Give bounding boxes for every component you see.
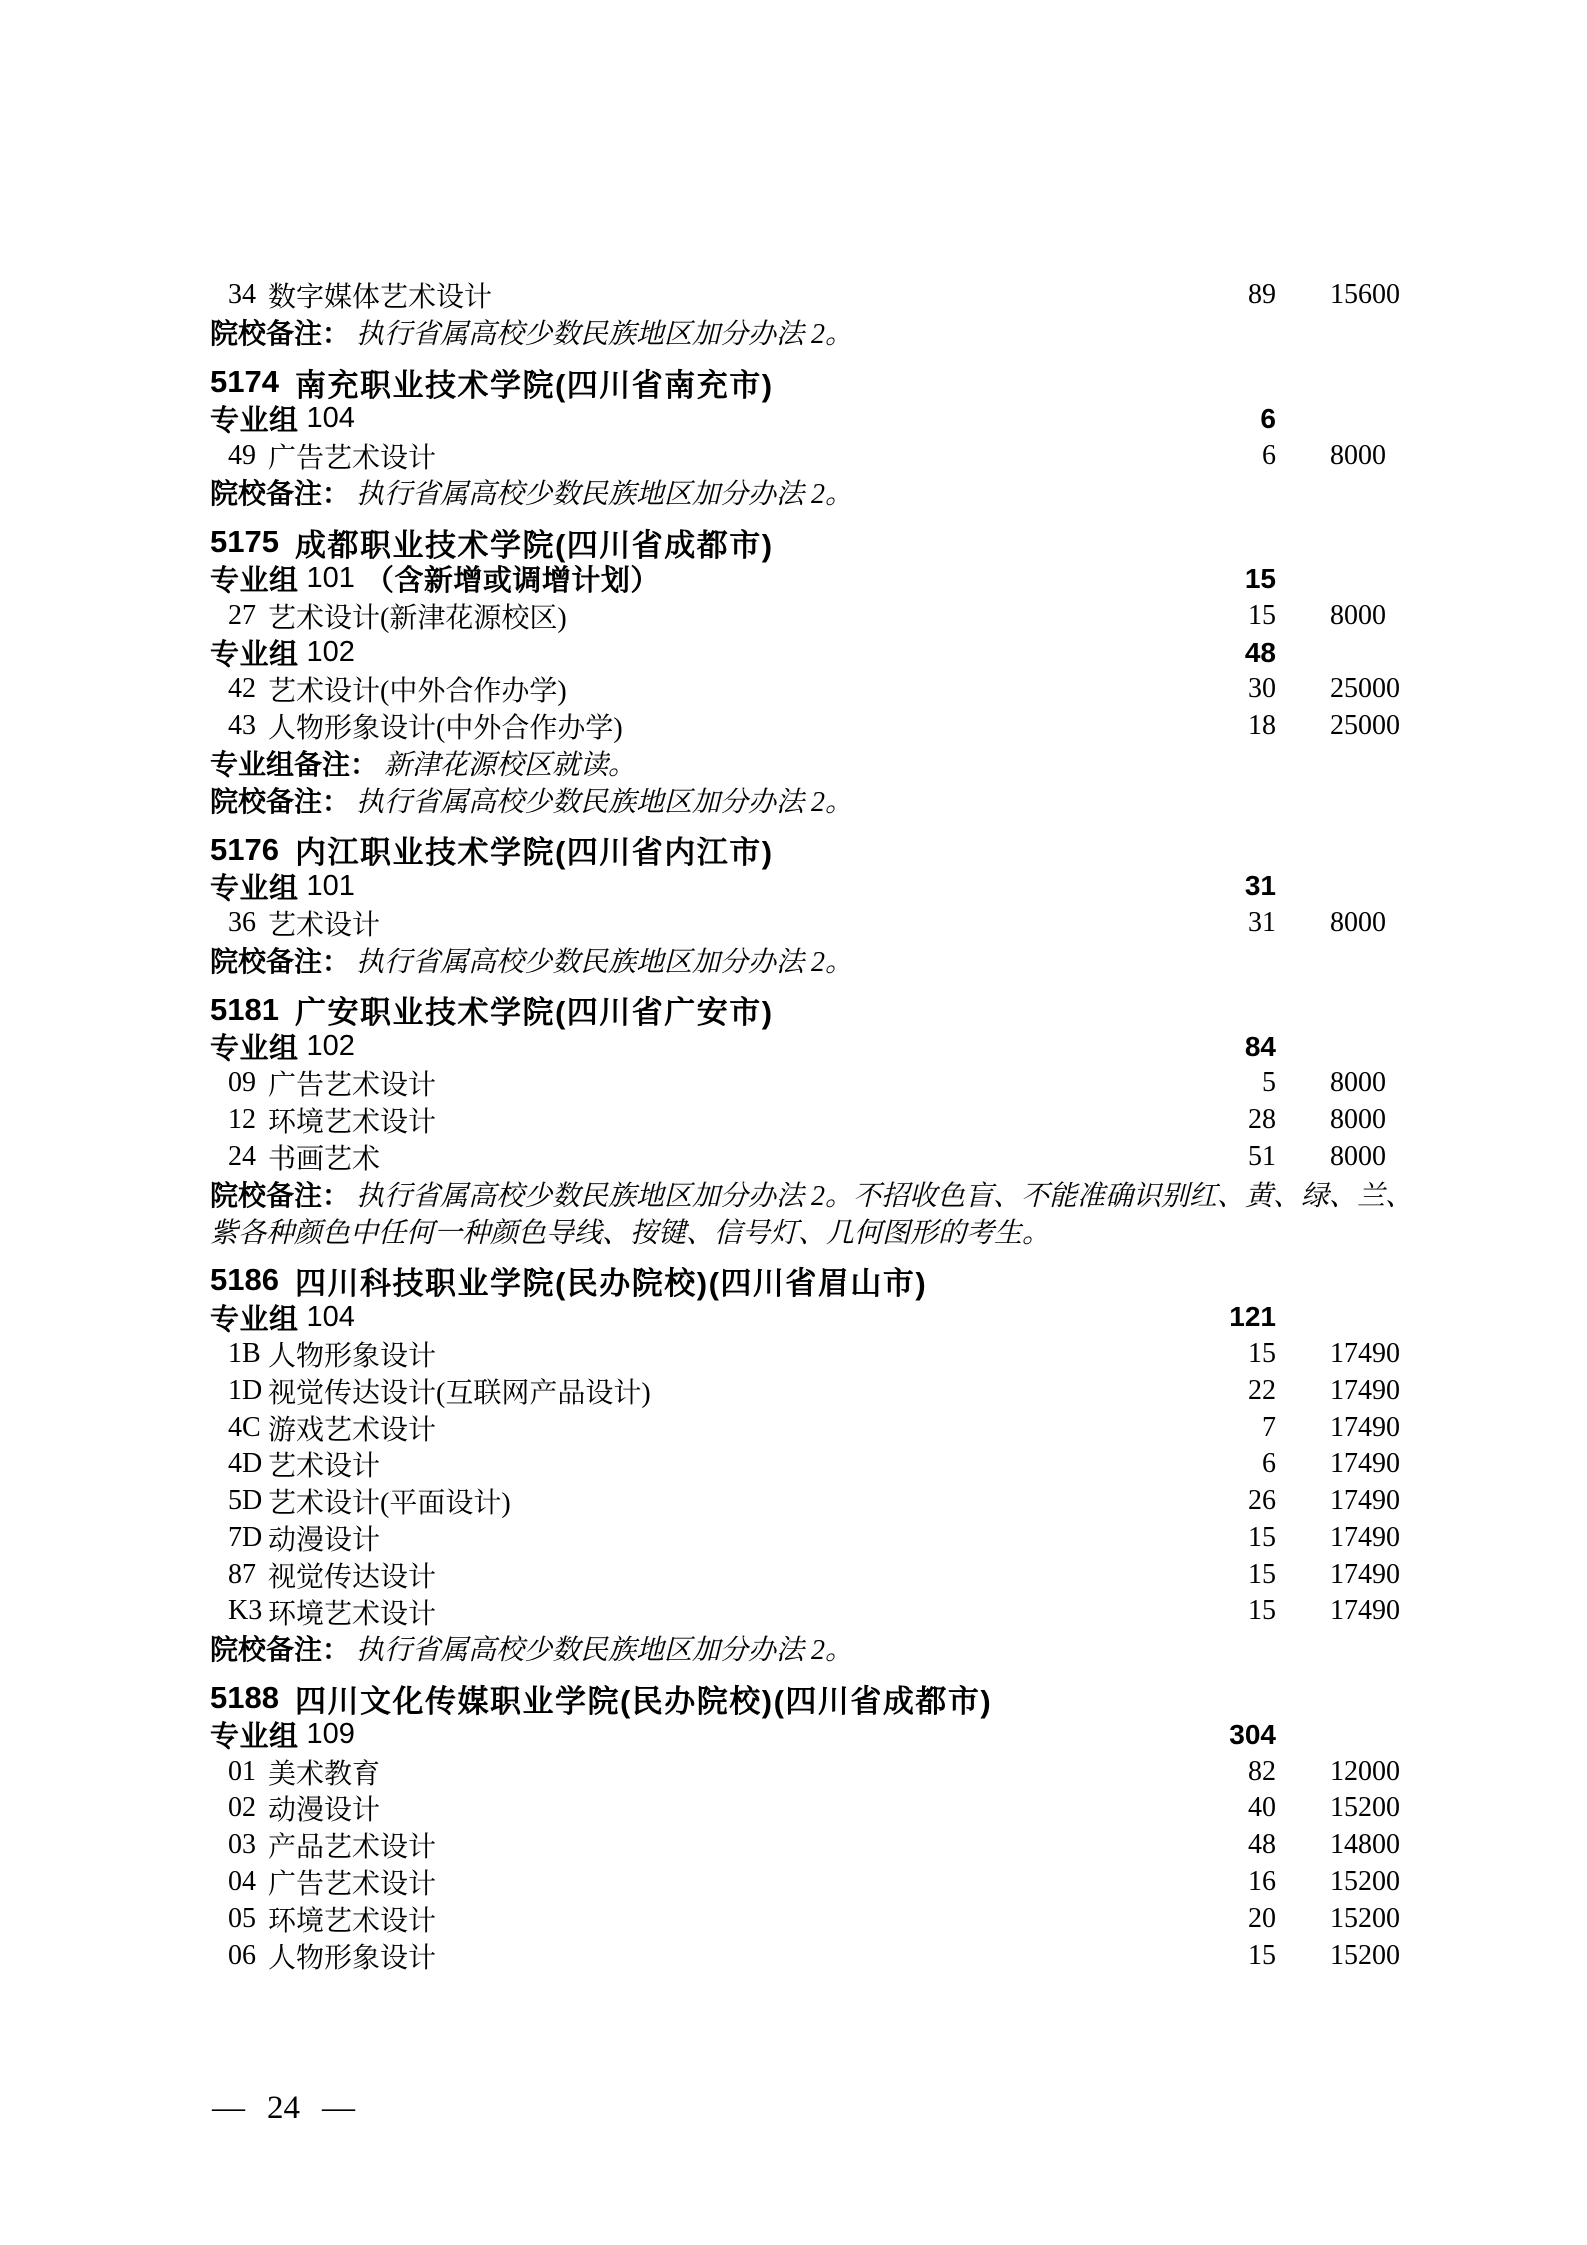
enroll-count: 6: [1262, 1448, 1276, 1480]
footer-dash-right: —: [322, 2089, 355, 2126]
enroll-count: 26: [1248, 1485, 1276, 1517]
group-label: 专业组: [210, 872, 299, 905]
tuition-fee: 15200: [1330, 1866, 1400, 1898]
tuition-fee: 8000: [1330, 907, 1386, 939]
tuition-fee: 8000: [1330, 1140, 1386, 1172]
major-code: 03: [228, 1829, 256, 1861]
school-name: 南充职业技术学院(四川省南充市): [294, 367, 774, 403]
school-remark-line1: [0, 1175, 1587, 1212]
course-row: [0, 1372, 1587, 1409]
enroll-count: 28: [1248, 1104, 1276, 1136]
group-heading: [0, 561, 1587, 598]
major-name: 书画艺术: [268, 1143, 381, 1175]
course-row: [0, 1753, 1587, 1790]
group-total: 84: [1244, 1030, 1276, 1062]
major-code: 12: [228, 1104, 256, 1136]
course-row: [0, 1593, 1587, 1630]
major-name: 视觉传达设计(互联网产品设计): [268, 1377, 651, 1409]
course-row: [0, 1483, 1587, 1520]
school-remark-line2: [0, 1212, 1587, 1249]
tuition-fee: 8000: [1330, 1067, 1386, 1099]
course-row: [0, 597, 1587, 634]
group-label: 专业组: [210, 1033, 299, 1066]
tuition-fee: 15200: [1330, 1792, 1400, 1824]
course-row: [0, 708, 1587, 745]
tuition-fee: 15200: [1330, 1902, 1400, 1934]
school-code: 5175: [210, 524, 279, 560]
tuition-fee: 17490: [1330, 1595, 1400, 1627]
course-row: [0, 671, 1587, 708]
major-code: 34: [228, 279, 256, 311]
enroll-count: 20: [1248, 1902, 1276, 1934]
enroll-count: 82: [1248, 1755, 1276, 1787]
footer-dash-left: —: [212, 2089, 245, 2126]
course-row: [0, 437, 1587, 474]
course-row: [0, 1446, 1587, 1483]
major-code: 36: [228, 907, 256, 939]
school-heading: [0, 1262, 1587, 1299]
major-name: 视觉传达设计: [268, 1561, 437, 1593]
major-code: 27: [228, 599, 256, 631]
enroll-count: 15: [1248, 1558, 1276, 1590]
course-row: [0, 1900, 1587, 1937]
remark-label: 院校备注：: [210, 1634, 351, 1666]
course-row: [0, 1065, 1587, 1102]
enroll-count: 51: [1248, 1140, 1276, 1172]
major-code: 06: [228, 1939, 256, 1971]
remark-label: 院校备注：: [210, 478, 351, 510]
group-number: 109: [306, 1718, 355, 1751]
course-row: [0, 1409, 1587, 1446]
tuition-fee: 17490: [1330, 1374, 1400, 1406]
group-heading: [0, 1716, 1587, 1753]
course-row: [0, 277, 1587, 314]
major-name: 艺术设计(新津花源校区): [268, 602, 567, 634]
school-remark: [0, 942, 1587, 979]
group-total: 304: [1229, 1718, 1276, 1750]
school-heading: [0, 991, 1587, 1031]
group-number: 102: [306, 1030, 355, 1063]
remark-text: 新津花源校区就读。: [384, 749, 637, 781]
tuition-fee: 17490: [1330, 1448, 1400, 1480]
group-heading: [0, 1299, 1587, 1336]
major-code: 4D: [228, 1448, 263, 1480]
major-name: 艺术设计: [268, 1451, 381, 1483]
major-code: 02: [228, 1792, 256, 1824]
tuition-fee: 8000: [1330, 599, 1386, 631]
major-name: 环境艺术设计: [268, 1598, 437, 1630]
major-name: 环境艺术设计: [268, 1107, 437, 1139]
enroll-count: 15: [1248, 1939, 1276, 1971]
group-label: 专业组: [210, 1721, 299, 1754]
course-row: [0, 1864, 1587, 1901]
major-code: 4C: [228, 1411, 261, 1443]
school-name: 四川科技职业学院(民办院校)(四川省眉山市): [294, 1265, 928, 1301]
tuition-fee: 17490: [1330, 1485, 1400, 1517]
major-name: 数字媒体艺术设计: [268, 282, 493, 314]
major-name: 产品艺术设计: [268, 1832, 437, 1864]
group-total: 48: [1244, 636, 1276, 668]
remark-text: 执行省属高校少数民族地区加分办法 2。不招收色盲、不能准确识别红、黄、绿、兰、: [356, 1180, 1414, 1212]
major-name: 广告艺术设计: [268, 1869, 437, 1901]
remark-label: 院校备注：: [210, 785, 351, 817]
school-heading: [0, 364, 1587, 401]
tuition-fee: 8000: [1330, 439, 1386, 471]
group-total: 121: [1229, 1301, 1276, 1333]
enroll-count: 89: [1248, 279, 1276, 311]
group-number: 101: [306, 869, 355, 902]
remark-label: 院校备注：: [210, 1179, 351, 1211]
enroll-count: 6: [1262, 439, 1276, 471]
tuition-fee: 25000: [1330, 673, 1400, 705]
remark-text: 紫各种颜色中任何一种颜色导线、按键、信号灯、几何图形的考生。: [210, 1217, 1051, 1249]
group-total: 6: [1260, 402, 1276, 434]
enroll-count: 15: [1248, 599, 1276, 631]
page-content: [0, 277, 1587, 1974]
school-name: 四川文化传媒职业学院(民办院校)(四川省成都市): [294, 1683, 993, 1719]
school-remark: [0, 474, 1587, 511]
remark-text: 执行省属高校少数民族地区加分办法 2。: [356, 479, 854, 511]
course-row: [0, 1937, 1587, 1974]
school-code: 5188: [210, 1680, 279, 1716]
course-row: [0, 1827, 1587, 1864]
school-name: 成都职业技术学院(四川省成都市): [294, 527, 774, 563]
enroll-count: 15: [1248, 1595, 1276, 1627]
major-code: 09: [228, 1067, 256, 1099]
major-name: 动漫设计: [268, 1524, 381, 1556]
tuition-fee: 17490: [1330, 1337, 1400, 1369]
group-total: 15: [1244, 562, 1276, 594]
tuition-fee: 17490: [1330, 1558, 1400, 1590]
group-label: 专业组: [210, 1303, 299, 1336]
enroll-count: 15: [1248, 1521, 1276, 1553]
group-note: （含新增或调增计划）: [364, 565, 660, 598]
course-row: [0, 1336, 1587, 1373]
tuition-fee: 15200: [1330, 1939, 1400, 1971]
course-row: [0, 1139, 1587, 1176]
enroll-count: 31: [1248, 907, 1276, 939]
tuition-fee: 17490: [1330, 1521, 1400, 1553]
course-row: [0, 1790, 1587, 1827]
enroll-count: 18: [1248, 710, 1276, 742]
school-heading: [0, 1680, 1587, 1717]
group-heading: [0, 634, 1587, 671]
major-code: 43: [228, 710, 256, 742]
school-heading: [0, 524, 1587, 561]
major-name: 动漫设计: [268, 1795, 381, 1827]
group-label: 专业组: [210, 565, 299, 598]
enroll-count: 15: [1248, 1337, 1276, 1369]
group-total: 31: [1244, 870, 1276, 902]
major-name: 艺术设计(中外合作办学): [268, 676, 567, 708]
page-number: 24: [267, 2089, 300, 2126]
remark-label: 院校备注：: [210, 945, 351, 977]
major-code: 04: [228, 1866, 256, 1898]
school-remark: [0, 314, 1587, 351]
enroll-count: 16: [1248, 1866, 1276, 1898]
school-remark: [0, 1630, 1587, 1667]
major-name: 艺术设计(平面设计): [268, 1488, 511, 1520]
major-code: 42: [228, 673, 256, 705]
remark-label: 专业组备注：: [210, 748, 379, 780]
group-number: 101: [306, 562, 355, 595]
group-number: 102: [306, 636, 355, 669]
enroll-count: 22: [1248, 1374, 1276, 1406]
school-code: 5181: [210, 991, 279, 1027]
group-number: 104: [306, 402, 355, 435]
major-code: K3: [228, 1595, 263, 1627]
school-code: 5176: [210, 831, 279, 867]
major-name: 人物形象设计: [268, 1340, 437, 1372]
school-name: 广安职业技术学院(四川省广安市): [294, 995, 774, 1031]
enroll-count: 48: [1248, 1829, 1276, 1861]
group-label: 专业组: [210, 405, 299, 438]
school-heading: [0, 831, 1587, 871]
major-code: 7D: [228, 1521, 263, 1553]
course-row: [0, 905, 1587, 942]
remark-text: 执行省属高校少数民族地区加分办法 2。: [356, 319, 854, 351]
school-code: 5186: [210, 1262, 279, 1298]
group-heading: [0, 868, 1587, 905]
group-remark: [0, 745, 1587, 782]
course-row: [0, 1102, 1587, 1139]
school-name: 内江职业技术学院(四川省内江市): [294, 835, 774, 871]
major-code: 24: [228, 1140, 256, 1172]
remark-text: 执行省属高校少数民族地区加分办法 2。: [356, 946, 854, 978]
tuition-fee: 14800: [1330, 1829, 1400, 1861]
enroll-count: 30: [1248, 673, 1276, 705]
group-heading: [0, 400, 1587, 437]
major-name: 广告艺术设计: [268, 1070, 437, 1102]
major-name: 广告艺术设计: [268, 442, 437, 474]
major-code: 05: [228, 1902, 256, 1934]
tuition-fee: 8000: [1330, 1104, 1386, 1136]
tuition-fee: 25000: [1330, 710, 1400, 742]
enroll-count: 40: [1248, 1792, 1276, 1824]
major-name: 游戏艺术设计: [268, 1414, 437, 1446]
major-name: 人物形象设计(中外合作办学): [268, 713, 623, 745]
major-code: 01: [228, 1755, 256, 1787]
course-row: [0, 1556, 1587, 1593]
course-row: [0, 1520, 1587, 1557]
major-name: 人物形象设计: [268, 1942, 437, 1974]
major-name: 美术教育: [268, 1758, 381, 1790]
major-code: 1B: [228, 1337, 261, 1369]
major-code: 87: [228, 1558, 256, 1590]
major-name: 环境艺术设计: [268, 1905, 437, 1937]
major-name: 艺术设计: [268, 910, 381, 942]
school-remark: [0, 781, 1587, 818]
enroll-count: 5: [1262, 1067, 1276, 1099]
page-footer: [212, 2088, 355, 2128]
major-code: 5D: [228, 1485, 263, 1517]
tuition-fee: 15600: [1330, 279, 1400, 311]
major-code: 1D: [228, 1374, 263, 1406]
school-code: 5174: [210, 363, 279, 399]
remark-text: 执行省属高校少数民族地区加分办法 2。: [356, 1635, 854, 1667]
remark-label: 院校备注：: [210, 318, 351, 350]
remark-text: 执行省属高校少数民族地区加分办法 2。: [356, 786, 854, 818]
major-code: 49: [228, 439, 256, 471]
tuition-fee: 12000: [1330, 1755, 1400, 1787]
group-heading: [0, 1028, 1587, 1065]
group-label: 专业组: [210, 639, 299, 672]
group-number: 104: [306, 1300, 355, 1333]
enroll-count: 7: [1262, 1411, 1276, 1443]
tuition-fee: 17490: [1330, 1411, 1400, 1443]
